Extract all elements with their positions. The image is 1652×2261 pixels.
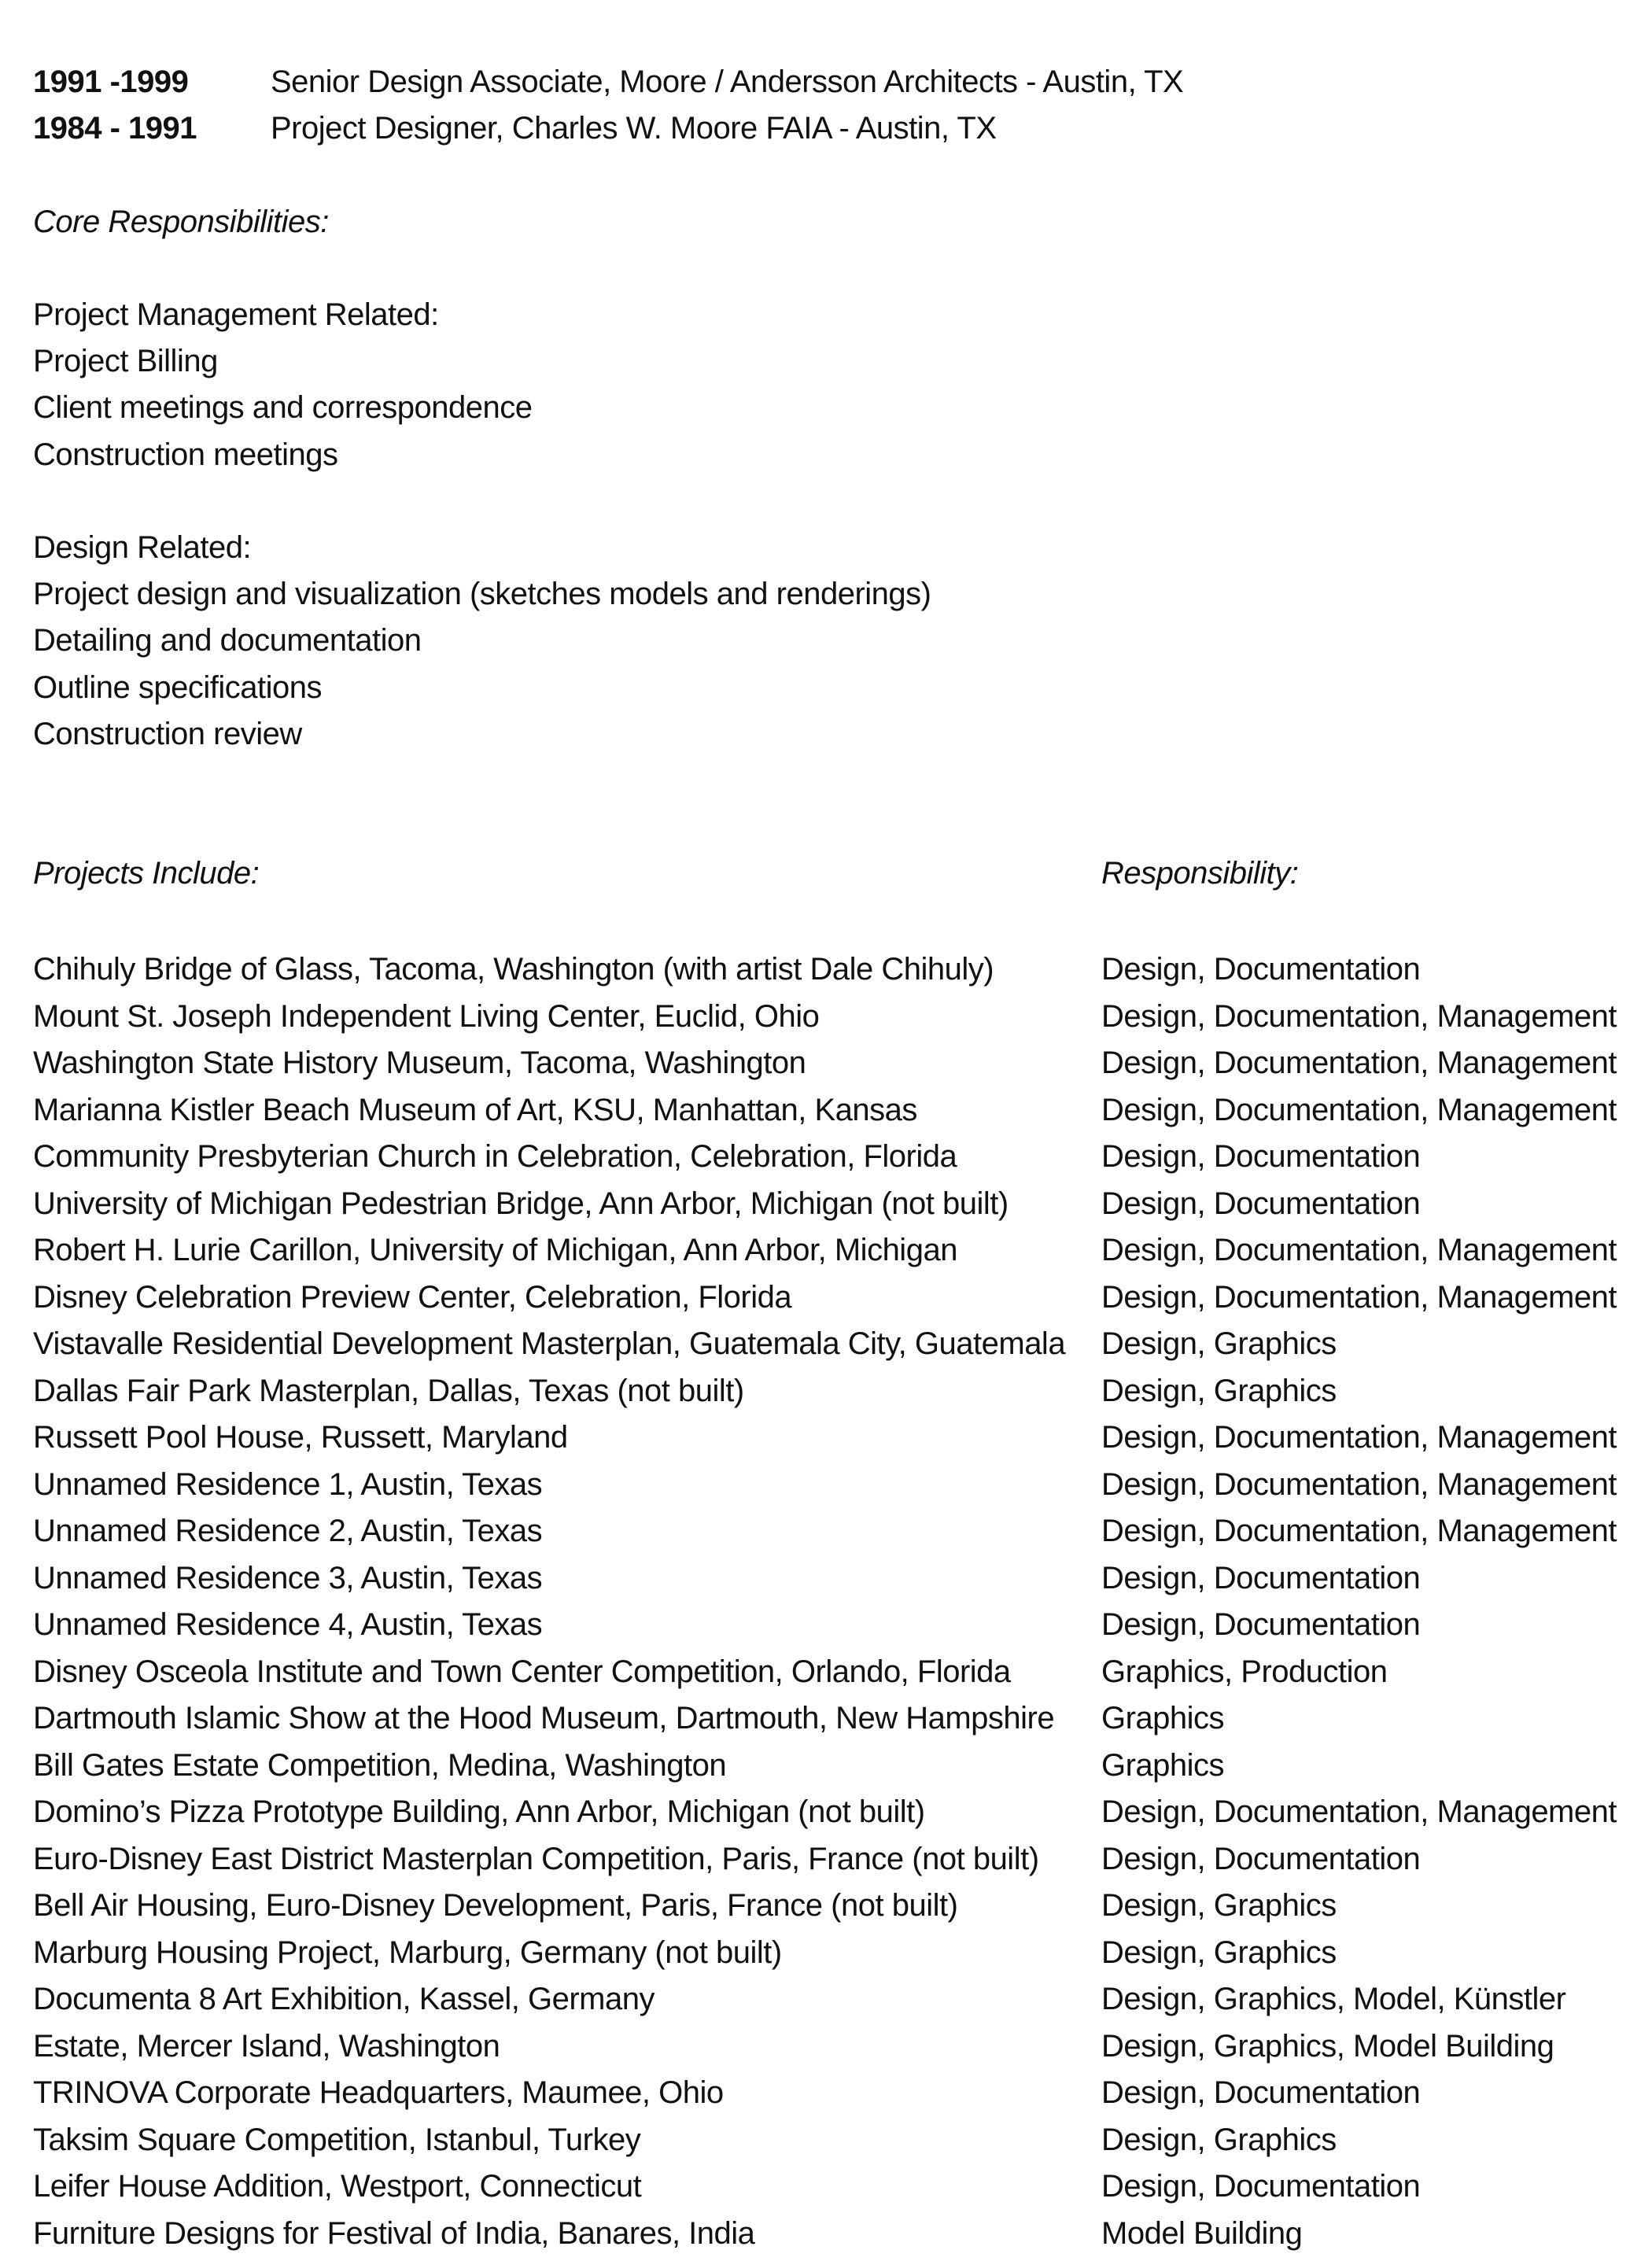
project-row bbox=[33, 2167, 1638, 2215]
project-responsibility: Design, Documentation bbox=[1101, 1840, 1420, 1878]
project-management-heading: Project Management Related: bbox=[33, 296, 439, 334]
project-row bbox=[33, 1091, 1638, 1138]
project-name: Bill Gates Estate Competition, Medina, Washington bbox=[33, 1746, 726, 1784]
project-row bbox=[33, 1138, 1638, 1185]
project-name: Mount St. Joseph Independent Living Center, Euclid, Ohio bbox=[33, 998, 819, 1035]
project-name: Unnamed Residence 1, Austin, Texas bbox=[33, 1466, 542, 1503]
project-responsibility: Design, Documentation bbox=[1101, 2074, 1420, 2112]
project-name: Community Presbyterian Church in Celebration, Celebration, Florida bbox=[33, 1138, 957, 1175]
project-name: Unnamed Residence 3, Austin, Texas bbox=[33, 1559, 542, 1597]
project-row bbox=[33, 998, 1638, 1045]
design-item: Construction review bbox=[33, 715, 302, 753]
employment-description: Senior Design Associate, Moore / Andersson Architects - Austin, TX bbox=[271, 63, 1183, 101]
project-name: Robert H. Lurie Carillon, University of Michigan, Ann Arbor, Michigan bbox=[33, 1231, 957, 1269]
project-row bbox=[33, 1278, 1638, 1326]
project-name: Vistavalle Residential Development Masterplan, Guatemala City, Guatemala bbox=[33, 1325, 1065, 1363]
project-responsibility: Design, Documentation, Management bbox=[1101, 1091, 1617, 1129]
project-name: Dartmouth Islamic Show at the Hood Museum, Dartmouth, New Hampshire bbox=[33, 1699, 1054, 1737]
project-row bbox=[33, 1887, 1638, 1934]
project-row bbox=[33, 1840, 1638, 1887]
project-row bbox=[33, 1606, 1638, 1653]
project-row bbox=[33, 950, 1638, 998]
project-responsibility: Graphics, Production bbox=[1101, 1653, 1388, 1691]
project-row bbox=[33, 1325, 1638, 1372]
project-responsibility: Design, Documentation, Management bbox=[1101, 1231, 1617, 1269]
project-name: Documenta 8 Art Exhibition, Kassel, Germany bbox=[33, 1980, 655, 2018]
project-name: Dallas Fair Park Masterplan, Dallas, Texas (not built) bbox=[33, 1372, 744, 1410]
project-name: Russett Pool House, Russett, Maryland bbox=[33, 1418, 568, 1456]
project-row bbox=[33, 1746, 1638, 1794]
pm-item: Project Billing bbox=[33, 342, 218, 380]
project-name: Unnamed Residence 2, Austin, Texas bbox=[33, 1512, 542, 1550]
project-row bbox=[33, 1980, 1638, 2027]
project-responsibility: Design, Graphics bbox=[1101, 2121, 1337, 2159]
project-name: Disney Celebration Preview Center, Celebration, Florida bbox=[33, 1278, 791, 1316]
projects-heading: Projects Include: bbox=[33, 854, 259, 892]
project-responsibility: Design, Documentation bbox=[1101, 1185, 1420, 1223]
project-responsibility: Design, Documentation bbox=[1101, 950, 1420, 988]
project-row bbox=[33, 1231, 1638, 1278]
pm-item: Construction meetings bbox=[33, 436, 337, 474]
project-responsibility: Design, Documentation bbox=[1101, 1606, 1420, 1643]
project-row bbox=[33, 1934, 1638, 1981]
project-responsibility: Design, Documentation, Management bbox=[1101, 1793, 1617, 1831]
project-row bbox=[33, 1559, 1638, 1606]
project-responsibility: Graphics bbox=[1101, 1699, 1224, 1737]
project-name: Marianna Kistler Beach Museum of Art, KSU, Manhattan, Kansas bbox=[33, 1091, 917, 1129]
project-responsibility: Design, Graphics bbox=[1101, 1887, 1337, 1924]
project-name: Unnamed Residence 4, Austin, Texas bbox=[33, 1606, 542, 1643]
project-responsibility: Design, Documentation, Management bbox=[1101, 1512, 1617, 1550]
project-row bbox=[33, 1372, 1638, 1419]
project-responsibility: Model Building bbox=[1101, 2215, 1302, 2252]
project-responsibility: Graphics bbox=[1101, 1746, 1224, 1784]
project-responsibility: Design, Graphics, Model, Künstler bbox=[1101, 1980, 1565, 2018]
project-name: Domino’s Pizza Prototype Building, Ann Arbor, Michigan (not built) bbox=[33, 1793, 925, 1831]
project-row bbox=[33, 2074, 1638, 2121]
project-name: Disney Osceola Institute and Town Center Competition, Orlando, Florida bbox=[33, 1653, 1011, 1691]
project-name: Chihuly Bridge of Glass, Tacoma, Washington (with artist Dale Chihuly) bbox=[33, 950, 994, 988]
project-name: Furniture Designs for Festival of India, Banares, India bbox=[33, 2215, 754, 2252]
project-name: Leifer House Addition, Westport, Connecticut bbox=[33, 2167, 641, 2205]
design-item: Outline specifications bbox=[33, 669, 322, 706]
project-name: Estate, Mercer Island, Washington bbox=[33, 2027, 500, 2065]
employment-years: 1984 - 1991 bbox=[33, 109, 197, 147]
project-row bbox=[33, 2027, 1638, 2075]
project-responsibility: Design, Documentation bbox=[1101, 2167, 1420, 2205]
project-responsibility: Design, Documentation, Management bbox=[1101, 998, 1617, 1035]
project-name: Marburg Housing Project, Marburg, Germany (not built) bbox=[33, 1934, 782, 1971]
project-responsibility: Design, Graphics bbox=[1101, 1934, 1337, 1971]
project-responsibility: Design, Graphics, Model Building bbox=[1101, 2027, 1554, 2065]
project-responsibility: Design, Documentation bbox=[1101, 1559, 1420, 1597]
project-row bbox=[33, 1699, 1638, 1746]
project-responsibility: Design, Documentation, Management bbox=[1101, 1278, 1617, 1316]
project-responsibility: Design, Documentation, Management bbox=[1101, 1418, 1617, 1456]
project-row bbox=[33, 2215, 1638, 2261]
project-row bbox=[33, 1793, 1638, 1840]
project-row bbox=[33, 1044, 1638, 1091]
core-responsibilities-heading: Core Responsibilities: bbox=[33, 203, 329, 241]
project-name: TRINOVA Corporate Headquarters, Maumee, Ohio bbox=[33, 2074, 724, 2112]
design-item: Detailing and documentation bbox=[33, 621, 422, 659]
project-row bbox=[33, 1418, 1638, 1466]
responsibility-heading: Responsibility: bbox=[1101, 854, 1298, 892]
project-row bbox=[33, 1512, 1638, 1559]
project-name: Bell Air Housing, Euro-Disney Development, Paris, France (not built) bbox=[33, 1887, 957, 1924]
employment-years: 1991 -1999 bbox=[33, 63, 188, 101]
projects-table bbox=[33, 950, 1638, 2261]
employment-description: Project Designer, Charles W. Moore FAIA - Austin, TX bbox=[271, 109, 997, 147]
project-responsibility: Design, Documentation, Management bbox=[1101, 1044, 1617, 1082]
project-responsibility: Design, Graphics bbox=[1101, 1372, 1337, 1410]
pm-item: Client meetings and correspondence bbox=[33, 389, 533, 426]
project-row bbox=[33, 1466, 1638, 1513]
project-name: Euro-Disney East District Masterplan Competition, Paris, France (not built) bbox=[33, 1840, 1039, 1878]
project-name: University of Michigan Pedestrian Bridge, Ann Arbor, Michigan (not built) bbox=[33, 1185, 1009, 1223]
project-name: Washington State History Museum, Tacoma, Washington bbox=[33, 1044, 806, 1082]
project-name: Taksim Square Competition, Istanbul, Turkey bbox=[33, 2121, 640, 2159]
design-item: Project design and visualization (sketches models and renderings) bbox=[33, 575, 931, 613]
project-responsibility: Design, Documentation bbox=[1101, 1138, 1420, 1175]
project-responsibility: Design, Graphics bbox=[1101, 1325, 1337, 1363]
project-row bbox=[33, 1653, 1638, 1700]
design-related-heading: Design Related: bbox=[33, 529, 251, 566]
project-row bbox=[33, 1185, 1638, 1232]
project-row bbox=[33, 2121, 1638, 2168]
project-responsibility: Design, Documentation, Management bbox=[1101, 1466, 1617, 1503]
